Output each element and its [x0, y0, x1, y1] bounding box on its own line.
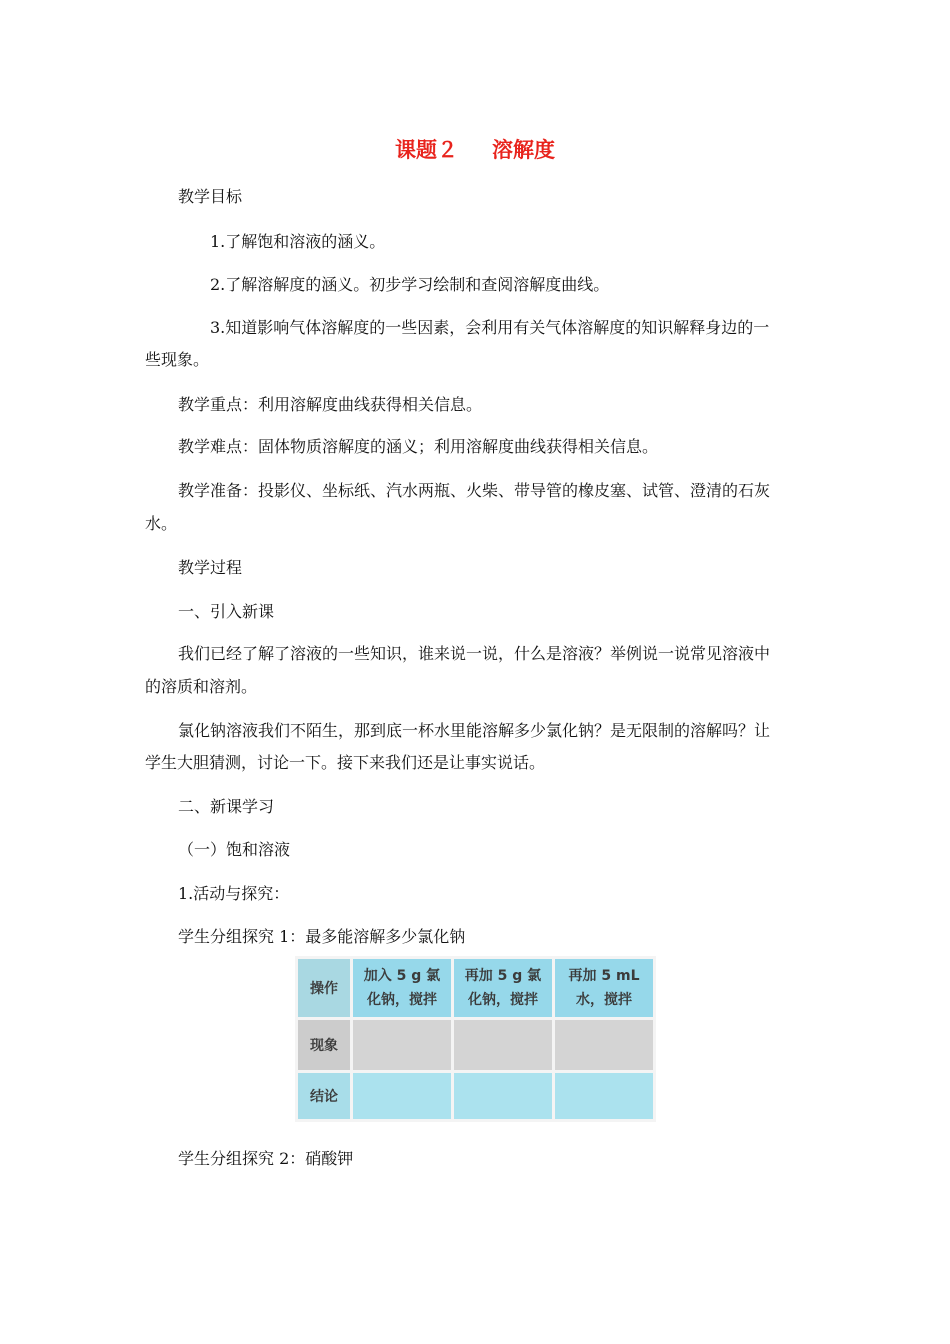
paragraph: 我们已经了解了溶液的一些知识，谁来说一说，什么是溶液？举例说一说常见溶液中: [178, 644, 771, 663]
paragraph: 学生大胆猜测，讨论一下。接下来我们还是让事实说话。: [145, 753, 546, 772]
column-header: [353, 959, 451, 1017]
title-name: 溶解度: [492, 138, 555, 162]
paragraph: 水。: [145, 514, 178, 533]
table-cell: [353, 1073, 451, 1119]
paragraph: 教学重点：利用溶解度曲线获得相关信息。: [178, 395, 483, 414]
paragraph: 3.知道影响气体溶解度的一些因素，会利用有关气体溶解度的知识解释身边的一: [210, 318, 770, 337]
table-cell: [555, 1073, 653, 1119]
paragraph: 学生分组探究 2：硝酸钾: [178, 1149, 354, 1168]
paragraph: 教学过程: [178, 558, 243, 577]
table-cell: [555, 1020, 653, 1070]
paragraph: 1.活动与探究：: [178, 884, 290, 903]
paragraph: 学生分组探究 1：最多能溶解多少氯化钠: [178, 927, 466, 946]
header-line: 再加 5 g 氯: [464, 968, 542, 984]
page-title: [0, 140, 950, 161]
table-cell: [454, 1073, 552, 1119]
row-label-conclusion: 结论: [298, 1073, 350, 1119]
experiment-table: [295, 956, 656, 1122]
row-label-phenomenon: 现象: [298, 1020, 350, 1070]
paragraph: （一）饱和溶液: [178, 840, 291, 859]
column-header: [555, 959, 653, 1017]
table-cell: [353, 1020, 451, 1070]
paragraph: 氯化钠溶液我们不陌生，那到底一杯水里能溶解多少氯化钠？是无限制的溶解吗？让: [178, 721, 771, 740]
paragraph: 些现象。: [145, 350, 210, 369]
title-number: 课题２: [395, 138, 458, 162]
header-line: 再加 5 mL: [568, 968, 640, 984]
header-line: 化钠，搅拌: [468, 992, 538, 1008]
paragraph: 教学目标: [178, 187, 243, 206]
paragraph: 教学准备：投影仪、坐标纸、汽水两瓶、火柴、带导管的橡皮塞、试管、澄清的石灰: [178, 481, 771, 500]
paragraph: 一、引入新课: [178, 602, 275, 621]
header-line: 化钠，搅拌: [367, 992, 437, 1008]
header-line: 水，搅拌: [576, 992, 632, 1008]
header-line: 加入 5 g 氯: [363, 968, 441, 984]
paragraph: 2.了解溶解度的涵义。初步学习绘制和查阅溶解度曲线。: [210, 275, 610, 294]
row-label-operation: 操作: [298, 959, 350, 1017]
table-cell: [454, 1020, 552, 1070]
paragraph: 的溶质和溶剂。: [145, 677, 258, 696]
paragraph: 1.了解饱和溶液的涵义。: [210, 232, 386, 251]
column-header: [454, 959, 552, 1017]
paragraph: 二、新课学习: [178, 797, 275, 816]
paragraph: 教学难点：固体物质溶解度的涵义；利用溶解度曲线获得相关信息。: [178, 437, 659, 456]
